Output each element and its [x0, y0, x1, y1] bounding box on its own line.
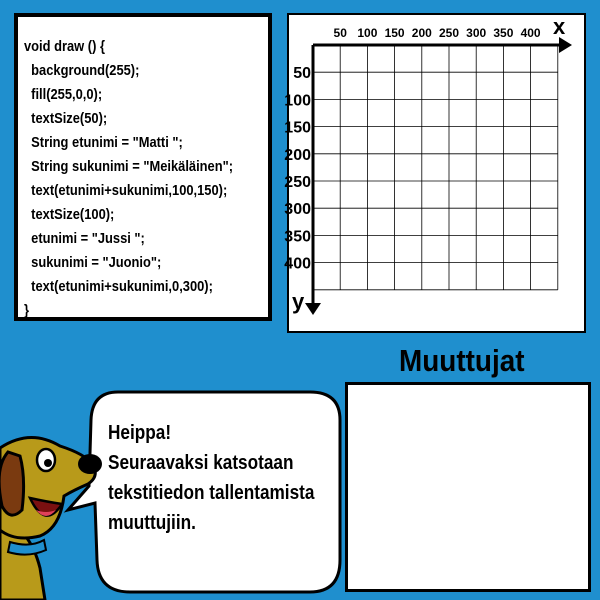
x-tick-label: 150 [384, 26, 405, 40]
x-tick-label: 250 [438, 26, 460, 40]
y-tick-label: 100 [284, 92, 311, 110]
speech-text [108, 418, 314, 538]
code-line: background(255); [24, 62, 140, 79]
y-tick-label: 350 [284, 228, 311, 246]
code-line: text(etunimi+sukunimi,0,300); [24, 278, 213, 295]
x-tick-label: 50 [333, 26, 347, 40]
x-tick-label: 400 [520, 26, 541, 40]
code-line: void draw () { [24, 38, 106, 55]
speech-line: muuttujiin. [108, 512, 196, 534]
x-tick-label: 300 [466, 26, 487, 40]
y-tick-label: 250 [284, 174, 311, 191]
x-tick-label: 350 [493, 26, 514, 40]
y-tick-label: 50 [293, 65, 311, 83]
y-tick-label: 300 [284, 201, 311, 219]
speech-line: tekstitiedon tallentamista [108, 482, 315, 504]
speech-line: Heippa! [108, 422, 172, 444]
code-line: String sukunimi = "Meikäläinen"; [24, 158, 234, 175]
variables-title: Muuttujat [399, 343, 525, 378]
x-tick-label: 200 [411, 26, 432, 40]
code-line: } [24, 302, 30, 319]
code-line: sukunimi = "Juonio"; [24, 254, 162, 271]
y-axis-label: y [292, 289, 305, 314]
code-line: String etunimi = "Matti "; [24, 134, 183, 151]
x-tick-label: 100 [357, 26, 378, 40]
y-tick-label: 150 [284, 119, 311, 137]
code-line: fill(255,0,0); [24, 86, 103, 103]
code-line: textSize(50); [24, 110, 108, 127]
code-line: textSize(100); [24, 206, 115, 223]
speech-line: Seuraavaksi katsotaan [108, 452, 294, 474]
dog-mascot-icon [0, 418, 110, 600]
x-axis-label: x [553, 14, 566, 39]
code-line: etunimi = "Jussi "; [24, 230, 145, 247]
y-tick-label: 200 [284, 146, 311, 164]
code-line: text(etunimi+sukunimi,100,150); [24, 182, 228, 199]
y-tick-label: 400 [284, 255, 311, 273]
